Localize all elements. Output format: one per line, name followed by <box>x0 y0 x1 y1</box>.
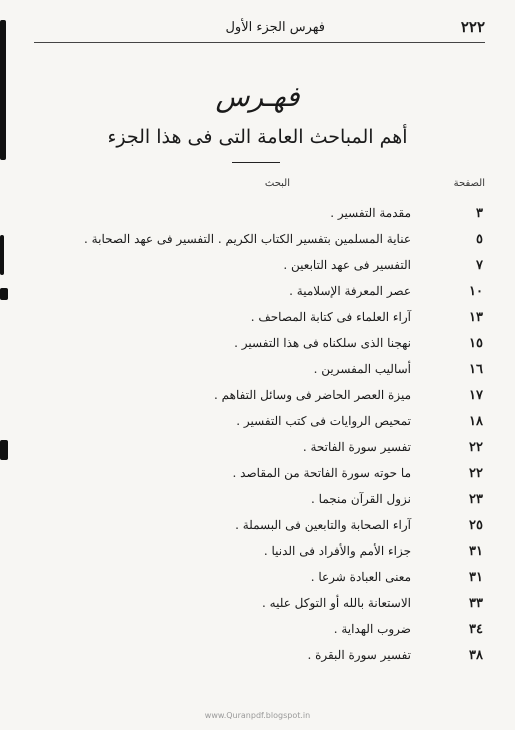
toc-entry-topic: آراء الصحابة والتابعين فى البسملة . <box>235 518 411 532</box>
toc-entry <box>34 590 485 616</box>
toc-entry <box>34 512 485 538</box>
toc-entry-topic: نزول القرآن منجما . <box>311 492 411 506</box>
scan-edge-mark <box>0 288 8 300</box>
toc-entry-topic: جزاء الأمم والأفراد فى الدنيا . <box>263 544 411 558</box>
running-header <box>30 18 485 42</box>
page-column-label: الصفحة <box>453 178 485 189</box>
toc-entry-page: ٣ <box>476 206 483 221</box>
scan-edge-mark <box>0 235 4 275</box>
toc-entry-page: ١٦ <box>469 362 483 377</box>
toc-entry-topic: نهجنا الذى سلكناه فى هذا التفسير . <box>234 336 411 350</box>
toc-list <box>34 200 485 668</box>
toc-entry-topic: تمحيص الروايات فى كتب التفسير . <box>236 414 411 428</box>
header-running-title: فهرس الجزء الأول <box>225 20 325 35</box>
page-title: فهـرس <box>215 80 300 113</box>
toc-entry-topic: الاستعانة بالله أو التوكل عليه . <box>262 596 411 610</box>
toc-entry <box>34 616 485 642</box>
toc-entry-topic: تفسير سورة الفاتحة . <box>302 440 411 454</box>
toc-entry-topic: عناية المسلمين بتفسير الكتاب الكريم . التفسير فى عهد الصحابة . <box>84 232 411 246</box>
toc-entry <box>34 642 485 668</box>
toc-entry-page: ٣٤ <box>469 622 483 637</box>
title-divider <box>232 162 280 163</box>
toc-entry-page: ٥ <box>476 232 483 247</box>
toc-entry <box>34 356 485 382</box>
toc-entry <box>34 330 485 356</box>
toc-entry-page: ١٣ <box>469 310 483 325</box>
toc-entry-page: ٢٣ <box>469 492 483 507</box>
toc-entry-page: ٢٢ <box>469 440 483 455</box>
toc-entry <box>34 538 485 564</box>
toc-entry-topic: ما حوته سورة الفاتحة من المقاصد . <box>232 466 411 480</box>
toc-entry-page: ١٥ <box>469 336 483 351</box>
header-page-number: ٢٢٢ <box>460 18 485 36</box>
toc-entry <box>34 200 485 226</box>
toc-entry <box>34 278 485 304</box>
toc-entry-page: ٣٨ <box>469 648 483 663</box>
scan-edge-mark <box>0 440 8 460</box>
toc-entry <box>34 304 485 330</box>
toc-entry-topic: ضروب الهداية . <box>333 622 411 636</box>
toc-entry <box>34 486 485 512</box>
toc-entry-topic: معنى العبادة شرعا . <box>310 570 411 584</box>
toc-entry-topic: آراء العلماء فى كتابة المصاحف . <box>250 310 411 324</box>
toc-entry-page: ٧ <box>476 258 483 273</box>
toc-entry-topic: التفسير فى عهد التابعين . <box>283 258 411 272</box>
toc-entry-page: ٣٣ <box>469 596 483 611</box>
toc-entry-page: ٣١ <box>469 544 483 559</box>
toc-entry-topic: عصر المعرفة الإسلامية . <box>289 284 411 298</box>
toc-entry-topic: ميزة العصر الحاضر فى وسائل التفاهم . <box>214 388 411 402</box>
header-rule <box>34 42 485 43</box>
column-headers <box>34 178 485 194</box>
page-subtitle: أهم المباحث العامة التى فى هذا الجزء <box>107 126 408 148</box>
toc-entry-page: ٢٢ <box>469 466 483 481</box>
toc-entry <box>34 460 485 486</box>
toc-entry <box>34 408 485 434</box>
footer-watermark-url: www.Quranpdf.blogspot.in <box>204 711 311 720</box>
toc-entry <box>34 252 485 278</box>
toc-entry-page: ١٧ <box>469 388 483 403</box>
toc-entry-topic: أساليب المفسرين . <box>313 362 411 376</box>
toc-entry <box>34 564 485 590</box>
toc-entry-page: ١٠ <box>469 284 483 299</box>
toc-entry-topic: تفسير سورة البقرة . <box>307 648 411 662</box>
toc-entry-page: ١٨ <box>469 414 483 429</box>
toc-entry <box>34 434 485 460</box>
toc-entry <box>34 382 485 408</box>
toc-entry-topic: مقدمة التفسير . <box>330 206 411 220</box>
topic-column-label: البحث <box>264 178 290 189</box>
toc-entry <box>34 226 485 252</box>
toc-entry-page: ٢٥ <box>469 518 483 533</box>
toc-entry-page: ٣١ <box>469 570 483 585</box>
